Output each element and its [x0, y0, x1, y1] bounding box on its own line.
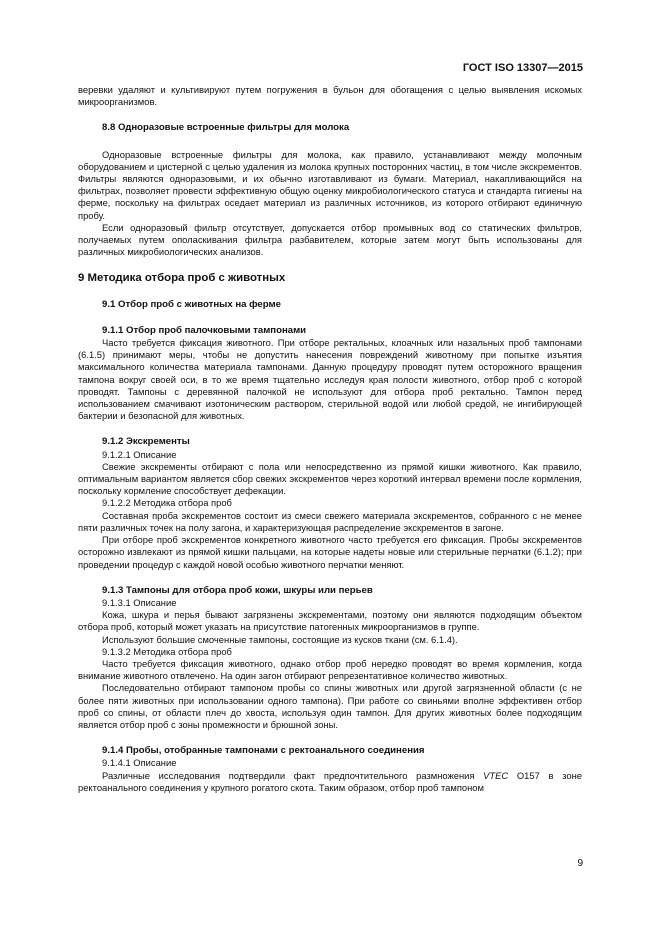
paragraph: Используют большие смоченные тампоны, состоящие из кусков ткани (см. 6.1.4).: [102, 633, 458, 645]
italic-term: VTEC: [483, 769, 509, 781]
paragraph: Свежие экскременты отбирают с пола или непосредственно из прямой кишки животного. Как правило, оптимальным вариантом является сбор свежих экскрементов через короткий интервал времени после кормления, поскольку кормление способствует дефекации.: [78, 460, 582, 497]
section-heading-9-1-1: 9.1.1 Отбор проб палочковыми тампонами: [102, 324, 307, 336]
subsection-heading-9-1-3-1: 9.1.3.1 Описание: [102, 596, 177, 608]
paragraph: Последовательно отбирают тампоном пробы со спины животных или другой загрязненной области (с не более пяти животных при использовании одного тампона). При работе со свиньями вполне эффективен отбор проб со спины, от области плеч до хвоста, используя один тампон. Для других животных более подходящим является отбор проб с зоны промежности и брюшной зоны.: [78, 682, 582, 730]
paragraph: Если одноразовый фильтр отсутствует, допускается отбор промывных вод со статических фильтров, получаемых путем ополаскивания фильтра разбавителем, которые затем могут быть использованы для различных микробиологических анализов.: [78, 221, 582, 258]
page-content: [78, 84, 582, 794]
subsection-heading-9-1-3-2: 9.1.3.2 Методика отбора проб: [102, 645, 232, 657]
section-heading-9-1: 9.1 Отбор проб с животных на ферме: [102, 298, 281, 310]
page-number: 9: [577, 858, 583, 869]
text-run: O157 в зоне ректоанального соединения у крупного рогатого скота. Таким образом, отбор проб тампоном: [78, 769, 582, 793]
section-heading-9: 9 Методика отбора проб с животных: [78, 272, 286, 285]
paragraph: [78, 770, 582, 794]
section-heading-9-1-4: 9.1.4 Пробы, отобранные тампонами с ректоанального соединения: [102, 745, 425, 757]
subsection-heading-9-1-4-1: 9.1.4.1 Описание: [102, 757, 177, 769]
paragraph: Кожа, шкура и перья бывают загрязнены экскрементами, поэтому они являются подходящим объектом отбора проб, который может указать на присутствие патогенных микроорганизмов в группе.: [78, 609, 582, 633]
paragraph: Часто требуется фиксация животного, однако отбор проб нередко проводят во время кормления, когда внимание животного отвлечено. На один загон отбирают репрезентативное количество животных.: [78, 657, 582, 682]
paragraph: Часто требуется фиксация животного. При отборе ректальных, клоачных или назальных проб тампонами (6.1.5) принимают меры, чтобы не допустить нанесения повреждений животному при попытке изъятия максимального количества материала тампонами. Данную процедуру проводят путем осторожного вращения тампона вокруг своей оси, в то же время тщательно исследуя края полости животного, отбор проб с которой проводят. Тампоны с деревянной палочкой не используют для отбора проб ректально. Тампон перед использованием смачивают изотоническим раствором, стерильной водой или любой средой, не ингибирующей бактерии и безопасной для животных.: [78, 337, 582, 422]
paragraph: Составная проба экскрементов состоит из смеси свежего материала экскрементов, собранного с не менее пяти различных точек на полу загона, и характеризующая распределение экскрементов в загоне.: [78, 509, 582, 533]
section-heading-8-8: 8.8 Одноразовые встроенные фильтры для молока: [102, 122, 350, 134]
subsection-heading-9-1-2-1: 9.1.2.1 Описание: [102, 448, 177, 460]
paragraph: При отборе проб экскрементов конкретного животного часто требуется его фиксация. Пробы экскрементов осторожно извлекают из прямой кишки пальцами, на которые надеты новые или стерильные перчатки (6.1.2); при проведении процедур с каждой новой особью животного перчатки меняют.: [78, 534, 582, 570]
paragraph: веревки удаляют и культивируют путем погружения в бульон для обогащения с целью выявления искомых микроорганизмов.: [78, 84, 582, 108]
subsection-heading-9-1-2-2: 9.1.2.2 Методика отбора проб: [102, 497, 232, 509]
section-heading-9-1-3: 9.1.3 Тампоны для отбора проб кожи, шкуры или перьев: [102, 584, 373, 596]
paragraph: Одноразовые встроенные фильтры для молока, как правило, устанавливают между молочным оборудованием и цистерной с целью удаления из молока крупных посторонних частиц, в том числе экскрементов. Фильтры являются одноразовыми, и их обычно изготавливают из бумаги. Материал, накапливающийся на фильтрах, позволяет провести эффективную общую оценку микробиологического статуса и стандарта гигиены на ферме, поскольку на фильтрах оседает материал из различных источников, из которого отбирают единичную пробу.: [78, 148, 582, 221]
section-heading-9-1-2: 9.1.2 Экскременты: [102, 436, 190, 448]
document-code-header: ГОСТ ISO 13307—2015: [462, 62, 583, 74]
text-run: Различные исследования подтвердили факт предпочтительного размножения: [102, 769, 484, 781]
